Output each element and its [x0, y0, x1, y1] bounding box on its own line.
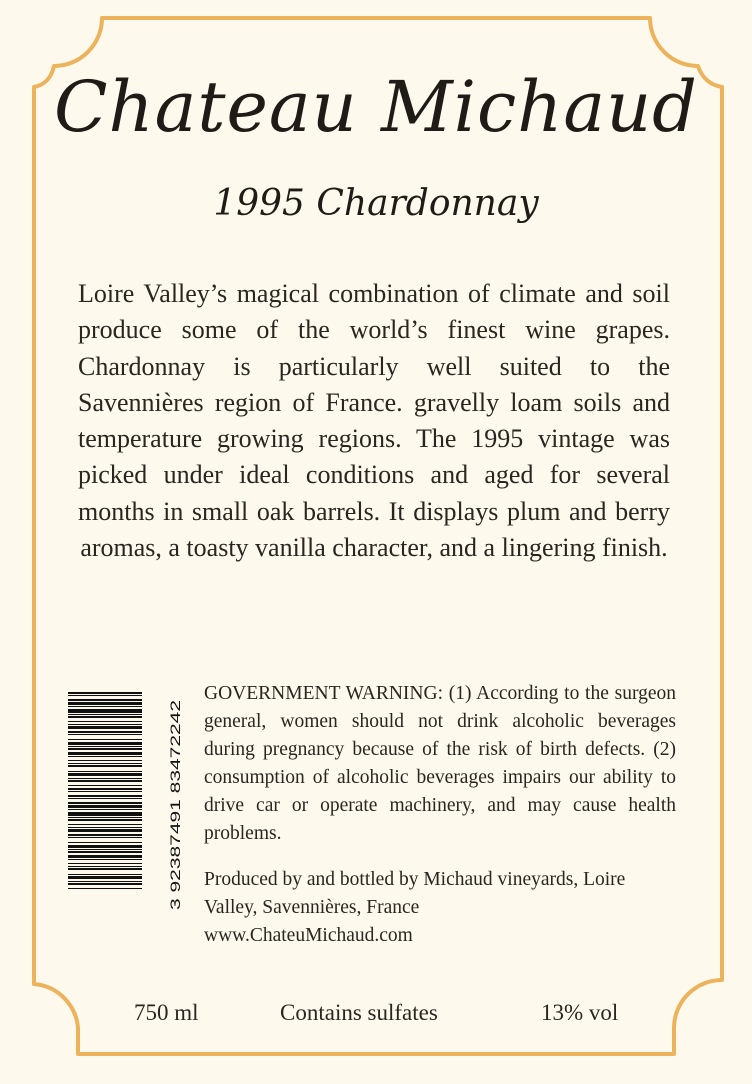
wine-description: Loire Valley’s magical combination of climate and soil produce some of the world’s finest wine grapes. Chardonnay is particularly well suited to the Savennières region of France. gravelly loam soils and temperature growing regions. The 1995 vintage was picked under ideal conditions and aged for several months in small oak barrels. It displays plum and berry aromas, a toasty vanilla character, and a lingering finish.: [78, 279, 670, 563]
government-warning: GOVERNMENT WARNING: (1) According to the surgeon general, women should not drink alcoholic beverages during pregnancy because of the risk of birth defects. (2) consumption of alcoholic beverages impairs our ability to drive car or operate machinery, and may cause health problems.: [204, 683, 676, 844]
barcode-bar: [68, 842, 142, 843]
barcode-bar: [68, 765, 142, 767]
barcode-bar: [68, 827, 142, 828]
barcode-bar: [68, 855, 142, 858]
barcode-bar: [68, 888, 142, 889]
barcode-bar: [68, 845, 142, 848]
brand-title: Chateau Michaud: [54, 66, 698, 148]
barcode-bar: [68, 788, 142, 790]
barcode-bar: [68, 866, 142, 867]
barcode-bar: [68, 773, 142, 776]
barcode-bar: [68, 695, 142, 696]
barcode-bar: [68, 748, 142, 750]
barcode-bar: [68, 734, 142, 735]
barcode-bar: [68, 778, 142, 779]
barcode-bar: [68, 859, 142, 860]
barcode-bar: [68, 851, 142, 853]
barcode-bar: [68, 731, 142, 733]
barcode-bar: [68, 785, 142, 786]
barcode-bar: [68, 692, 142, 694]
barcode-bar: [68, 795, 142, 797]
barcode-bar: [68, 780, 142, 782]
barcode-bar: [68, 791, 142, 792]
barcode-bar: [68, 809, 142, 810]
barcode-bar: [68, 805, 142, 808]
barcode-bar: [68, 706, 142, 707]
barcode-bar: [68, 802, 142, 804]
barcode-bar: [68, 702, 142, 705]
barcode-bar: [68, 721, 142, 722]
barcode-bar: [68, 763, 142, 764]
barcode-bar: [68, 876, 142, 879]
barcode-bar: [68, 863, 142, 864]
barcode-bar: [68, 874, 142, 875]
barcode-bar: [68, 742, 142, 745]
barcode-bar: [68, 868, 142, 870]
barcode-bar: [68, 824, 142, 825]
barcode-bar: [68, 752, 142, 755]
barcode-bar: [68, 819, 142, 821]
alcohol-volume: 13% vol: [541, 1000, 619, 1025]
barcode-bar: [68, 716, 142, 718]
barcode: [68, 692, 188, 910]
barcode-bar: [68, 812, 142, 816]
producer-line-1: Produced by and bottled by Michaud vineyards, Loire: [204, 869, 626, 890]
barcode-bar: [68, 709, 142, 713]
sulfates-notice: Contains sulfates: [280, 1000, 438, 1025]
barcode-bar: [68, 760, 142, 761]
barcode-bar: [68, 829, 142, 832]
barcode-bar: [68, 798, 142, 799]
barcode-bar: [68, 883, 142, 885]
barcode-bar: [68, 739, 142, 740]
producer-line-2: Valley, Savennières, France: [204, 897, 420, 918]
barcode-number: 3 92387491 83472242: [168, 774, 183, 910]
barcode-bar: [68, 726, 142, 729]
barcode-bar: [68, 817, 142, 818]
website-link[interactable]: www.ChateuMichaud.com: [204, 925, 413, 946]
barcode-bar: [68, 837, 142, 838]
barcode-bar: [68, 724, 142, 725]
barcode-bar: [68, 834, 142, 836]
barcode-bar: [68, 881, 142, 882]
barcode-bar: [68, 771, 142, 772]
barcode-bar: [68, 699, 142, 701]
barcode-bar: [68, 849, 142, 850]
barcode-bar: [68, 714, 142, 715]
volume: 750 ml: [134, 1000, 199, 1025]
producer-info: [204, 866, 704, 950]
vintage-subtitle: 1995 Chardonnay: [213, 183, 539, 224]
barcode-bar: [68, 756, 142, 757]
barcode-bar: [68, 746, 142, 747]
